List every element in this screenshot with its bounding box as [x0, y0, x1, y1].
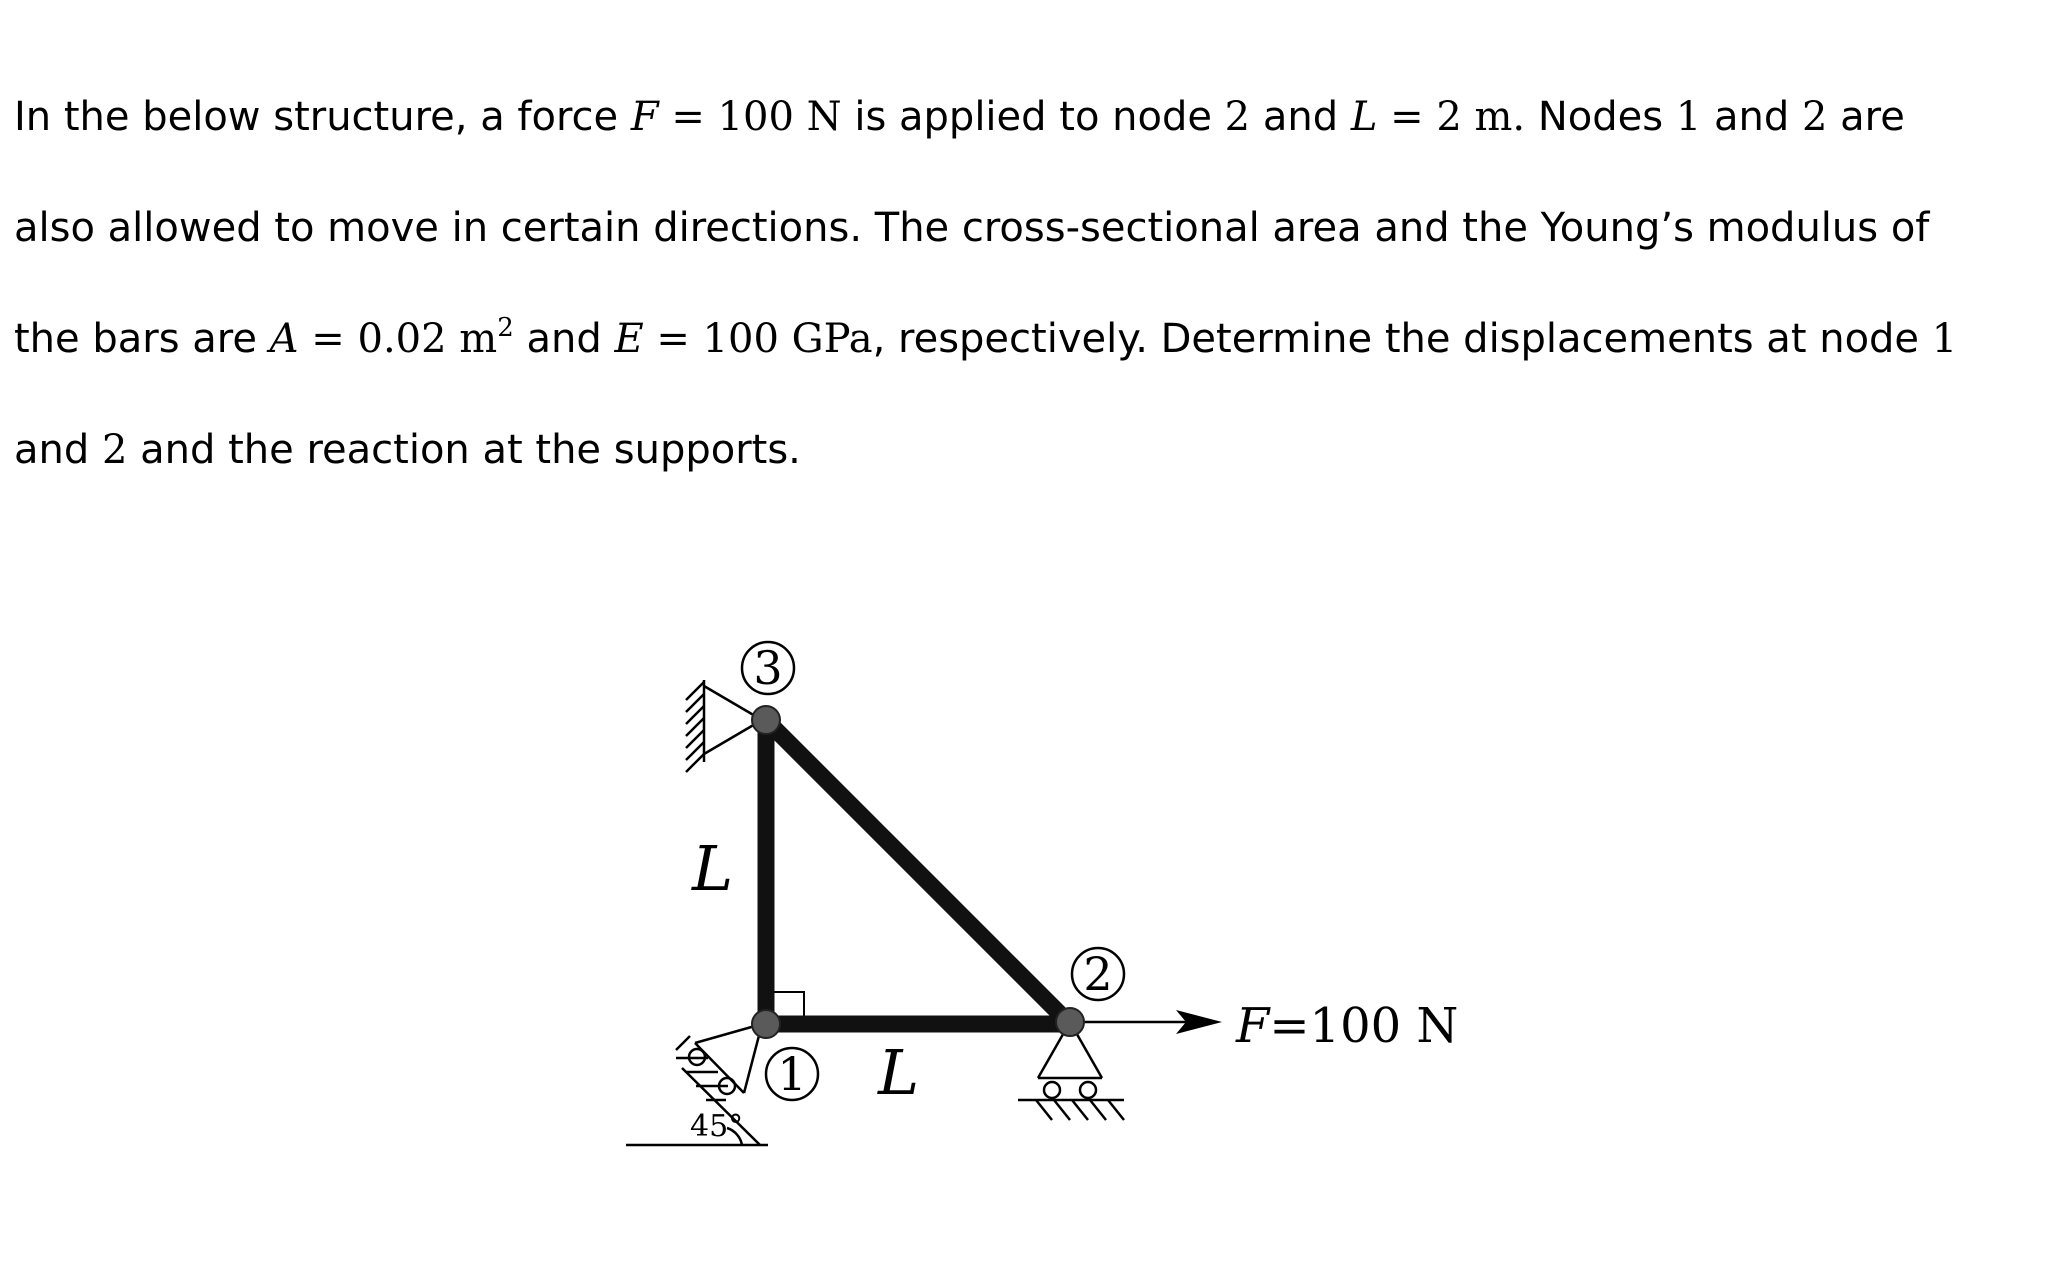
- math-node-1: 1: [1675, 94, 1702, 140]
- math-node-2: 2: [1224, 94, 1251, 140]
- text: Nodes: [1525, 94, 1676, 140]
- text: also allowed to move in certain directions. The cross-sectional area and the Young’s modulus of: [14, 205, 1930, 251]
- truss-bars: [766, 720, 1070, 1024]
- text: and: [1701, 94, 1802, 140]
- math-exponent: 2: [497, 313, 514, 343]
- bar-2-3: [766, 720, 1070, 1024]
- node-1-label-text: 1: [777, 1047, 807, 1101]
- length-label-horizontal: L: [878, 1036, 920, 1109]
- force-label: [1235, 998, 1458, 1054]
- math-node-1: 1: [1931, 316, 1958, 362]
- text: is applied to node: [841, 94, 1225, 140]
- text: In the below structure, a force: [14, 94, 631, 140]
- node-3-label-text: 3: [753, 641, 783, 695]
- node-3: [752, 706, 780, 734]
- math-L: L: [1350, 94, 1378, 140]
- node-2-label-text: 2: [1083, 947, 1113, 1001]
- text: are: [1827, 94, 1905, 140]
- node-3-label: [742, 641, 794, 695]
- angle-label: 45°: [690, 1109, 744, 1144]
- math-F: F: [630, 94, 659, 140]
- math-A: A: [269, 316, 299, 362]
- text: and: [14, 427, 102, 473]
- node-2: [1056, 1008, 1084, 1036]
- force-label-value: =100 N: [1269, 998, 1459, 1054]
- text: and the reaction at the supports.: [127, 427, 801, 473]
- length-label-vertical: L: [692, 832, 734, 905]
- math-node-2: 2: [1801, 94, 1828, 140]
- text: , respectively. Determine the displacements at node: [872, 316, 1932, 362]
- text: the bars are: [14, 316, 270, 362]
- node-2-label: [1072, 947, 1124, 1001]
- math-modulus-value: = 100 GPa: [643, 316, 873, 362]
- math-E: E: [614, 316, 644, 362]
- math-length-value: = 2 m.: [1377, 94, 1526, 140]
- math-node-2: 2: [101, 427, 128, 473]
- node-1-label: [766, 1047, 818, 1101]
- text: and: [513, 316, 615, 362]
- text: and: [1250, 94, 1351, 140]
- node-1: [752, 1010, 780, 1038]
- math-force-value: = 100 N: [658, 94, 842, 140]
- pin-support-node-3: [686, 680, 762, 772]
- force-arrow: [1070, 1010, 1222, 1034]
- force-label-symbol: F: [1236, 998, 1270, 1054]
- math-area-value: = 0.02 m: [298, 316, 498, 362]
